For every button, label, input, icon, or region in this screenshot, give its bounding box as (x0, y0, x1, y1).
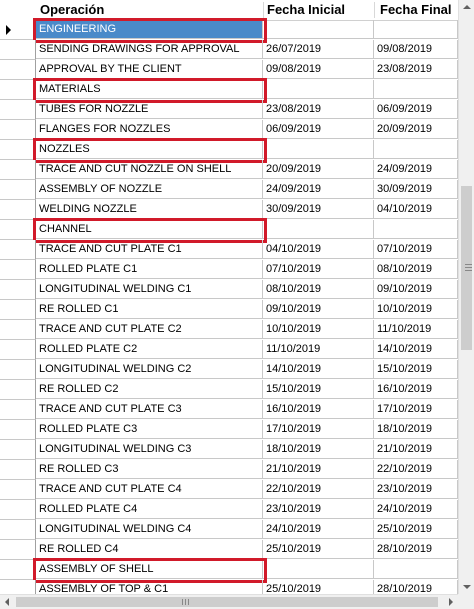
scroll-up-arrow-icon[interactable] (463, 5, 471, 9)
grip-line (465, 270, 472, 271)
end-date-cell[interactable]: 15/10/2019 (374, 360, 458, 379)
end-date-cell[interactable]: 28/10/2019 (374, 580, 458, 594)
end-date-cell[interactable]: 23/08/2019 (374, 60, 458, 79)
section-row[interactable] (0, 80, 458, 100)
table-row[interactable] (0, 400, 458, 420)
operation-cell[interactable]: SENDING DRAWINGS FOR APPROVAL (36, 40, 263, 59)
table-row[interactable] (0, 180, 458, 200)
start-date-cell[interactable]: 09/08/2019 (263, 60, 374, 79)
grip-line (465, 264, 472, 265)
start-date-cell[interactable]: 24/09/2019 (263, 180, 374, 199)
table-row[interactable] (0, 160, 458, 180)
operation-cell[interactable]: ROLLED PLATE C3 (36, 420, 263, 439)
end-date-cell[interactable]: 23/10/2019 (374, 480, 458, 499)
start-date-cell[interactable]: 23/08/2019 (263, 100, 374, 119)
column-header-operation[interactable]: Operación (40, 2, 105, 17)
operation-cell[interactable]: TRACE AND CUT PLATE C3 (36, 400, 263, 419)
row-header[interactable] (0, 520, 36, 540)
start-date-cell[interactable]: 26/07/2019 (263, 40, 374, 59)
row-header[interactable] (0, 360, 36, 380)
end-date-cell[interactable]: 20/09/2019 (374, 120, 458, 139)
scrollbar-corner (458, 594, 474, 609)
section-row[interactable] (0, 20, 458, 40)
row-header[interactable] (0, 560, 36, 580)
start-date-cell[interactable] (263, 220, 374, 239)
end-date-cell[interactable]: 10/10/2019 (374, 300, 458, 319)
start-date-cell[interactable]: 06/09/2019 (263, 120, 374, 139)
start-date-cell[interactable]: 10/10/2019 (263, 320, 374, 339)
table-row[interactable] (0, 340, 458, 360)
table-row[interactable] (0, 300, 458, 320)
row-header[interactable] (0, 240, 36, 260)
section-row[interactable] (0, 560, 458, 580)
row-header[interactable] (0, 500, 36, 520)
row-header[interactable] (0, 320, 36, 340)
section-row[interactable] (0, 220, 458, 240)
table-row[interactable] (0, 460, 458, 480)
start-date-cell[interactable]: 24/10/2019 (263, 520, 374, 539)
operation-cell[interactable]: LONGITUDINAL WELDING C2 (36, 360, 263, 379)
end-date-cell[interactable]: 07/10/2019 (374, 240, 458, 259)
operation-cell[interactable]: RE ROLLED C3 (36, 460, 263, 479)
row-header[interactable] (0, 200, 36, 220)
operation-cell[interactable]: APPROVAL BY THE CLIENT (36, 60, 263, 79)
table-row[interactable] (0, 100, 458, 120)
row-header[interactable] (0, 300, 36, 320)
table-row[interactable] (0, 40, 458, 60)
row-header[interactable] (0, 380, 36, 400)
start-date-cell[interactable] (263, 140, 374, 159)
operation-cell[interactable]: ASSEMBLY OF TOP & C1 (36, 580, 263, 594)
grip-line (188, 599, 189, 605)
table-row[interactable] (0, 580, 458, 594)
scroll-down-arrow-icon[interactable] (463, 585, 471, 589)
column-header-start-date[interactable]: Fecha Inicial (267, 2, 346, 17)
start-date-cell[interactable]: 25/10/2019 (263, 540, 374, 559)
operation-cell[interactable]: MATERIALS (36, 80, 263, 99)
start-date-cell[interactable]: 16/10/2019 (263, 400, 374, 419)
row-header[interactable] (0, 140, 36, 160)
start-date-cell[interactable]: 07/10/2019 (263, 260, 374, 279)
operation-cell[interactable]: NOZZLES (36, 140, 263, 159)
grip-line (465, 267, 472, 268)
row-header[interactable] (0, 80, 36, 100)
section-row[interactable] (0, 140, 458, 160)
operation-cell[interactable]: RE ROLLED C4 (36, 540, 263, 559)
table-row[interactable] (0, 200, 458, 220)
start-date-cell[interactable]: 21/10/2019 (263, 460, 374, 479)
end-date-cell[interactable] (374, 20, 458, 39)
column-header-row (0, 0, 458, 21)
end-date-cell[interactable]: 06/09/2019 (374, 100, 458, 119)
scroll-right-arrow-icon[interactable] (449, 598, 453, 606)
start-date-cell[interactable]: 18/10/2019 (263, 440, 374, 459)
row-header[interactable] (0, 260, 36, 280)
row-header[interactable] (0, 20, 36, 40)
row-header[interactable] (0, 540, 36, 560)
end-date-cell[interactable] (374, 80, 458, 99)
row-header[interactable] (0, 160, 36, 180)
table-row[interactable] (0, 260, 458, 280)
operation-cell[interactable]: ASSEMBLY OF NOZZLE (36, 180, 263, 199)
start-date-cell[interactable] (263, 20, 374, 39)
operation-cell[interactable]: TRACE AND CUT PLATE C1 (36, 240, 263, 259)
end-date-cell[interactable] (374, 560, 458, 579)
column-divider[interactable] (263, 2, 264, 18)
start-date-cell[interactable]: 11/10/2019 (263, 340, 374, 359)
row-header[interactable] (0, 580, 36, 594)
column-header-end-date[interactable]: Fecha Final (380, 2, 452, 17)
row-header[interactable] (0, 40, 36, 60)
row-header[interactable] (0, 340, 36, 360)
end-date-cell[interactable]: 30/09/2019 (374, 180, 458, 199)
operation-cell[interactable]: WELDING NOZZLE (36, 200, 263, 219)
row-header[interactable] (0, 460, 36, 480)
operation-cell[interactable]: RE ROLLED C2 (36, 380, 263, 399)
start-date-cell[interactable]: 22/10/2019 (263, 480, 374, 499)
end-date-cell[interactable]: 09/10/2019 (374, 280, 458, 299)
table-row[interactable] (0, 520, 458, 540)
grip-line (182, 599, 183, 605)
end-date-cell[interactable]: 17/10/2019 (374, 400, 458, 419)
row-header[interactable] (0, 480, 36, 500)
end-date-cell[interactable]: 08/10/2019 (374, 260, 458, 279)
start-date-cell[interactable]: 23/10/2019 (263, 500, 374, 519)
vertical-scroll-thumb[interactable] (461, 186, 472, 350)
end-date-cell[interactable]: 14/10/2019 (374, 340, 458, 359)
table-row[interactable] (0, 480, 458, 500)
row-pointer-icon (6, 25, 11, 35)
start-date-cell[interactable]: 25/10/2019 (263, 580, 374, 594)
operation-cell[interactable]: TRACE AND CUT NOZZLE ON SHELL (36, 160, 263, 179)
table-row[interactable] (0, 320, 458, 340)
start-date-cell[interactable]: 09/10/2019 (263, 300, 374, 319)
end-date-cell[interactable]: 04/10/2019 (374, 200, 458, 219)
end-date-cell[interactable]: 21/10/2019 (374, 440, 458, 459)
horizontal-scrollbar[interactable] (0, 594, 458, 609)
table-row[interactable] (0, 540, 458, 560)
operation-cell[interactable]: ROLLED PLATE C4 (36, 500, 263, 519)
table-row[interactable] (0, 280, 458, 300)
operation-cell[interactable]: TRACE AND CUT PLATE C2 (36, 320, 263, 339)
end-date-cell[interactable]: 25/10/2019 (374, 520, 458, 539)
table-row[interactable] (0, 420, 458, 440)
row-header[interactable] (0, 440, 36, 460)
start-date-cell[interactable] (263, 560, 374, 579)
operation-cell[interactable]: TUBES FOR NOZZLE (36, 100, 263, 119)
table-row[interactable] (0, 500, 458, 520)
end-date-cell[interactable] (374, 140, 458, 159)
end-date-cell[interactable]: 28/10/2019 (374, 540, 458, 559)
row-header[interactable] (0, 220, 36, 240)
scroll-left-arrow-icon[interactable] (5, 598, 9, 606)
horizontal-scroll-thumb[interactable] (16, 597, 438, 607)
operation-cell[interactable]: TRACE AND CUT PLATE C4 (36, 480, 263, 499)
column-divider[interactable] (374, 2, 375, 18)
start-date-cell[interactable]: 30/09/2019 (263, 200, 374, 219)
end-date-cell[interactable]: 22/10/2019 (374, 460, 458, 479)
vertical-scrollbar[interactable] (458, 0, 474, 594)
row-header[interactable] (0, 60, 36, 80)
table-row[interactable] (0, 360, 458, 380)
operation-cell[interactable]: LONGITUDINAL WELDING C4 (36, 520, 263, 539)
start-date-cell[interactable] (263, 80, 374, 99)
operation-cell[interactable]: LONGITUDINAL WELDING C3 (36, 440, 263, 459)
row-header[interactable] (0, 100, 36, 120)
start-date-cell[interactable]: 08/10/2019 (263, 280, 374, 299)
row-header[interactable] (0, 420, 36, 440)
table-row[interactable] (0, 120, 458, 140)
operation-cell[interactable]: FLANGES FOR NOZZLES (36, 120, 263, 139)
row-header[interactable] (0, 400, 36, 420)
operation-cell[interactable]: ENGINEERING (36, 20, 263, 39)
operation-cell[interactable]: ROLLED PLATE C2 (36, 340, 263, 359)
operation-cell[interactable]: RE ROLLED C1 (36, 300, 263, 319)
end-date-cell[interactable]: 11/10/2019 (374, 320, 458, 339)
table-row[interactable] (0, 380, 458, 400)
end-date-cell[interactable]: 16/10/2019 (374, 380, 458, 399)
end-date-cell[interactable]: 24/09/2019 (374, 160, 458, 179)
end-date-cell[interactable] (374, 220, 458, 239)
start-date-cell[interactable]: 14/10/2019 (263, 360, 374, 379)
start-date-cell[interactable]: 15/10/2019 (263, 380, 374, 399)
operation-cell[interactable]: CHANNEL (36, 220, 263, 239)
row-header[interactable] (0, 280, 36, 300)
operation-cell[interactable]: LONGITUDINAL WELDING C1 (36, 280, 263, 299)
start-date-cell[interactable]: 20/09/2019 (263, 160, 374, 179)
end-date-cell[interactable]: 09/08/2019 (374, 40, 458, 59)
table-row[interactable] (0, 240, 458, 260)
row-header[interactable] (0, 180, 36, 200)
end-date-cell[interactable]: 18/10/2019 (374, 420, 458, 439)
start-date-cell[interactable]: 17/10/2019 (263, 420, 374, 439)
operation-cell[interactable]: ROLLED PLATE C1 (36, 260, 263, 279)
operation-cell[interactable]: ASSEMBLY OF SHELL (36, 560, 263, 579)
table-row[interactable] (0, 440, 458, 460)
start-date-cell[interactable]: 04/10/2019 (263, 240, 374, 259)
table-row[interactable] (0, 60, 458, 80)
grip-line (185, 599, 186, 605)
row-header[interactable] (0, 120, 36, 140)
end-date-cell[interactable]: 24/10/2019 (374, 500, 458, 519)
